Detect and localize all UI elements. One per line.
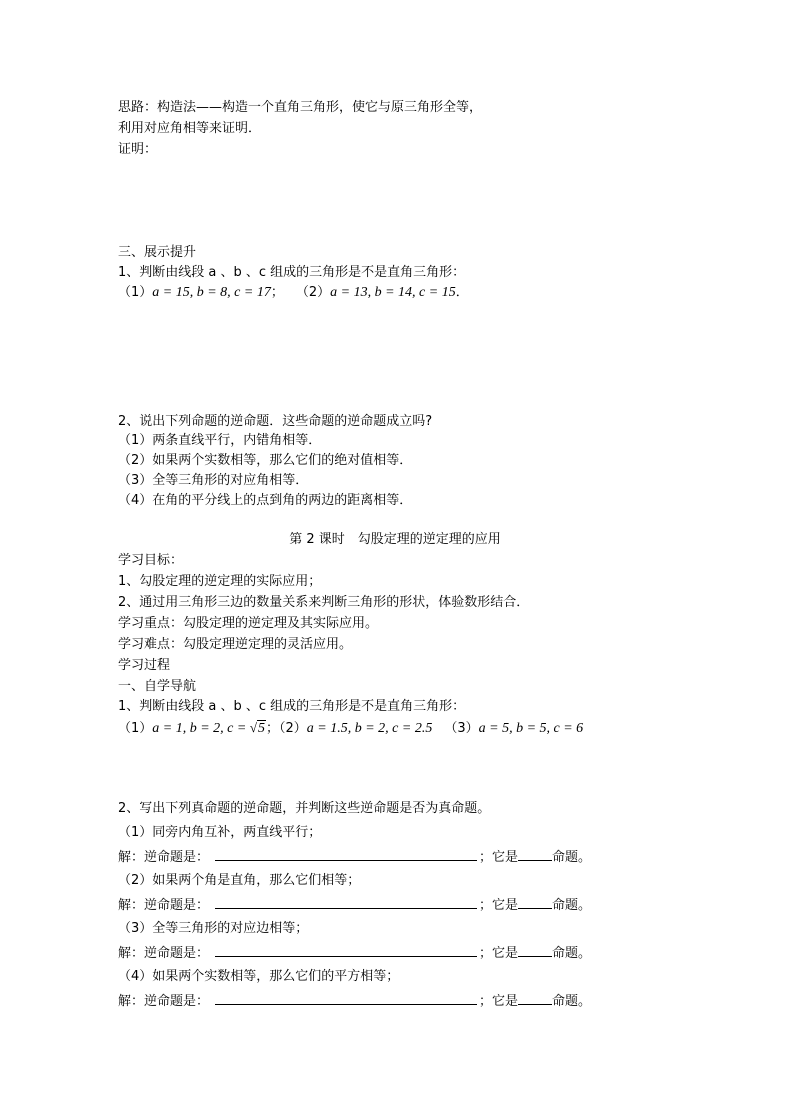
- difficulty: 学习难点：勾股定理逆定理的灵活应用。: [118, 637, 353, 652]
- l2-q1-sep: ；: [265, 721, 279, 736]
- answer-line: [118, 992, 591, 1011]
- l2-q1-p1-root: 5: [257, 721, 265, 736]
- truth-blank[interactable]: [518, 896, 552, 909]
- process-heading: 学习过程: [118, 658, 171, 673]
- l2-q1-p1-label: （1）: [118, 721, 153, 736]
- l2-q2-statement: （1）同旁内角互补，两直线平行；: [118, 825, 322, 840]
- s3-q1-p2-label: （2）: [295, 285, 331, 300]
- goals-label: 学习目标：: [118, 553, 184, 568]
- answer-prefix: 解：逆命题是：: [118, 946, 210, 961]
- answer-mid: ；它是: [479, 850, 519, 865]
- l2-q1-stem: 1、判断由线段 a 、b 、c 组成的三角形是不是直角三角形：: [118, 699, 466, 714]
- answer-mid: ；它是: [479, 898, 519, 913]
- answer-prefix: 解：逆命题是：: [118, 898, 210, 913]
- proof-label: 证明：: [118, 142, 158, 157]
- converse-blank[interactable]: [215, 944, 477, 957]
- truth-blank[interactable]: [518, 848, 552, 861]
- l2-q2-statement: （2）如果两个角是直角，那么它们相等；: [118, 873, 361, 888]
- sqrt-icon: √: [249, 720, 257, 735]
- l2-q2-statement: （3）全等三角形的对应边相等；: [118, 921, 309, 936]
- answer-line: [118, 896, 591, 915]
- approach-text-continued: 利用对应角相等来证明．: [118, 121, 262, 136]
- s3-q2-stem: 2、说出下列命题的逆命题．这些命题的逆命题成立吗?: [118, 414, 433, 429]
- converse-blank[interactable]: [215, 896, 477, 909]
- s3-q2-item: （3）全等三角形的对应角相等．: [118, 473, 309, 488]
- answer-mid: ；它是: [479, 946, 519, 961]
- l2-q1-p1-math: a = 1, b = 2, c =: [152, 721, 250, 736]
- s3-q1-p1-math: a = 15, b = 8, c = 17: [152, 285, 271, 300]
- l2-q1-parts: [118, 719, 583, 738]
- section3-heading: 三、展示提升: [118, 245, 197, 260]
- l2-q1-p3-math: a = 5, b = 5, c = 6: [478, 721, 584, 736]
- goal-item: 2、通过用三角形三边的数量关系来判断三角形的形状，体验数形结合．: [118, 595, 530, 610]
- answer-prefix: 解：逆命题是：: [118, 994, 210, 1009]
- s3-q1-stem: 1、判断由线段 a 、b 、c 组成的三角形是不是直角三角形：: [118, 265, 466, 280]
- l2-q1-p2-label: （2）: [279, 721, 307, 736]
- answer-mid: ；它是: [479, 994, 519, 1009]
- l2-q2-statement: （4）如果两个实数相等，那么它们的平方相等；: [118, 969, 400, 984]
- truth-blank[interactable]: [518, 944, 552, 957]
- s3-q2-item: （2）如果两个实数相等，那么它们的绝对值相等．: [118, 453, 413, 468]
- answer-suffix: 命题。: [552, 898, 592, 913]
- answer-suffix: 命题。: [552, 946, 592, 961]
- s3-q2-item: （4）在角的平分线上的点到角的两边的距离相等．: [118, 493, 413, 508]
- s3-q1-sep: ；: [270, 285, 284, 300]
- s3-q1-parts: [118, 284, 469, 302]
- goal-item: 1、勾股定理的逆定理的实际应用；: [118, 574, 322, 589]
- self-study-heading: 一、自学导航: [118, 679, 197, 694]
- answer-suffix: 命题。: [552, 994, 592, 1009]
- s3-q1-p1-label: （1）: [118, 285, 153, 300]
- answer-line: [118, 848, 591, 867]
- answer-suffix: 命题。: [552, 850, 592, 865]
- s3-q1-p2-math: a = 13, b = 14, c = 15: [330, 285, 456, 300]
- s3-q2-item: （1）两条直线平行，内错角相等．: [118, 433, 322, 448]
- l2-q1-p2-math: a = 1.5, b = 2, c = 2.5: [306, 721, 433, 736]
- l2-q2-stem: 2、写出下列真命题的逆命题，并判断这些逆命题是否为真命题。: [118, 801, 491, 816]
- lesson2-title: 第 2 课时 勾股定理的逆定理的应用: [289, 532, 501, 547]
- answer-line: [118, 944, 591, 963]
- answer-prefix: 解：逆命题是：: [118, 850, 210, 865]
- truth-blank[interactable]: [518, 992, 552, 1005]
- s3-q1-end: ．: [455, 285, 469, 300]
- converse-blank[interactable]: [215, 848, 477, 861]
- approach-text: 思路：构造法——构造一个直角三角形，使它与原三角形全等，: [118, 100, 483, 115]
- key-point: 学习重点：勾股定理的逆定理及其实际应用。: [118, 616, 379, 631]
- converse-blank[interactable]: [215, 992, 477, 1005]
- l2-q1-p3-label: （3）: [444, 721, 479, 736]
